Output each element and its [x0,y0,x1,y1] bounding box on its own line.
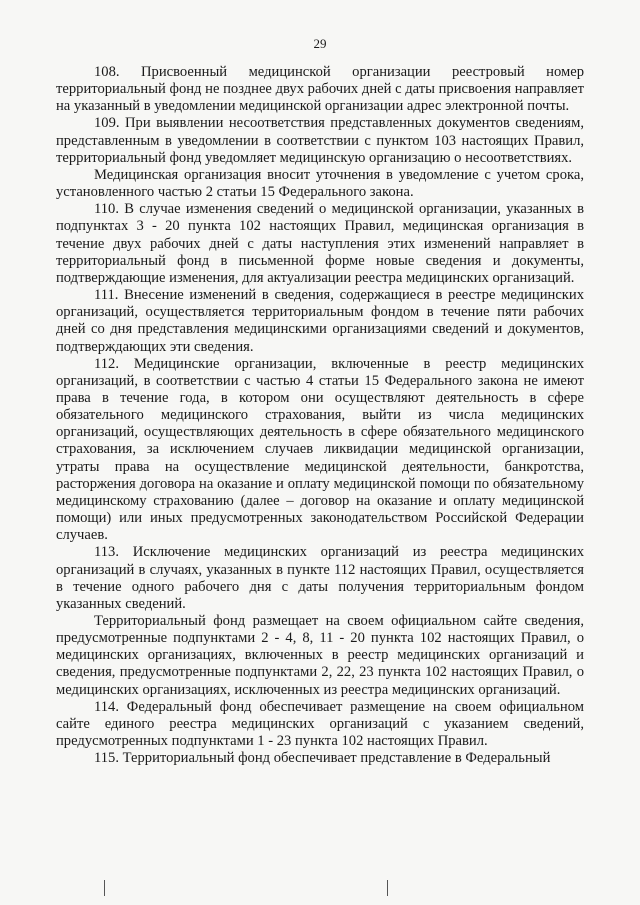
paragraph: 113. Исключение медицинских организаций из реестра медицинских организаций в случаях, указанных в пункте 112 настоящих Правил, осуществляется в течение одного рабочего дня с даты получения территориальным фондом указанных сведений. [56,544,584,612]
paragraph: 115. Территориальный фонд обеспечивает представление в Федеральный [94,750,551,767]
paragraph: 109. При выявлении несоответствия представленных документов сведениям, представленным в уведомлении в соответствии с пунктом 103 настоящих Правил, территориальный фонд уведомляет медицинскую организацию о несоответствиях. [56,115,584,166]
paragraph: 111. Внесение изменений в сведения, содержащиеся в реестре медицинских организаций, осуществляется территориальным фондом в течение пяти рабочих дней со дня представления медицинскими организациями сведений и документов, подтверждающих эти сведения. [56,287,584,355]
scan-mark-left [104,880,105,896]
paragraph: 108. Присвоенный медицинской организации реестровый номер территориальный фонд не позднее двух рабочих дней с даты присвоения направляет на указанный в уведомлении медицинской организации адрес электронной почты. [56,64,584,115]
document-body [56,64,584,767]
paragraph: 112. Медицинские организации, включенные в реестр медицинских организаций, в соответствии с частью 4 статьи 15 Федерального закона не имеют права в течение года, в котором они осуществляют деятельность в сфере обязательного медицинского страхования, выйти из числа медицинских организаций, осуществляющих деятельность в сфере обязательного медицинского страхования, за исключением случаев ликвидации медицинской организации, утраты права на осуществление медицинской деятельности, банкротства, расторжения договора на оказание и оплату медицинской помощи по обязательному медицинскому страхованию (далее – договор на оказание и оплату медицинской помощи) или иных предусмотренных законодательством Российской Федерации случаев. [56,355,584,544]
scan-mark-center [387,880,388,896]
paragraph: Медицинская организация вносит уточнения в уведомление с учетом срока, установленного частью 2 статьи 15 Федерального закона. [56,166,584,201]
paragraph: 114. Федеральный фонд обеспечивает размещение на своем официальном сайте единого реестра медицинских организаций с указанием сведений, предусмотренных подпунктами 1 - 23 пункта 102 настоящих Правил. [56,698,584,750]
page-number: 29 [313,36,327,51]
paragraph: 110. В случае изменения сведений о медицинской организации, указанных в подпунктах 3 - 20 пункта 102 настоящих Правил, медицинская организация в течение двух рабочих дней с даты наступления этих изменений направляет в территориальный фонд в письменной форме новые сведения и документы, подтверждающие изменения, для актуализации реестра медицинских организаций. [56,201,584,286]
paragraph: Территориальный фонд размещает на своем официальном сайте сведения, предусмотренные подпунктами 2 - 4, 8, 11 - 20 пункта 102 настоящих Правил, о медицинских организациях, включенных в реестр медицинских организаций и сведения, предусмотренные подпунктами 2, 22, 23 пункта 102 настоящих Правил, о медицинских организациях, исключенных из реестра медицинских организаций. [56,613,584,698]
